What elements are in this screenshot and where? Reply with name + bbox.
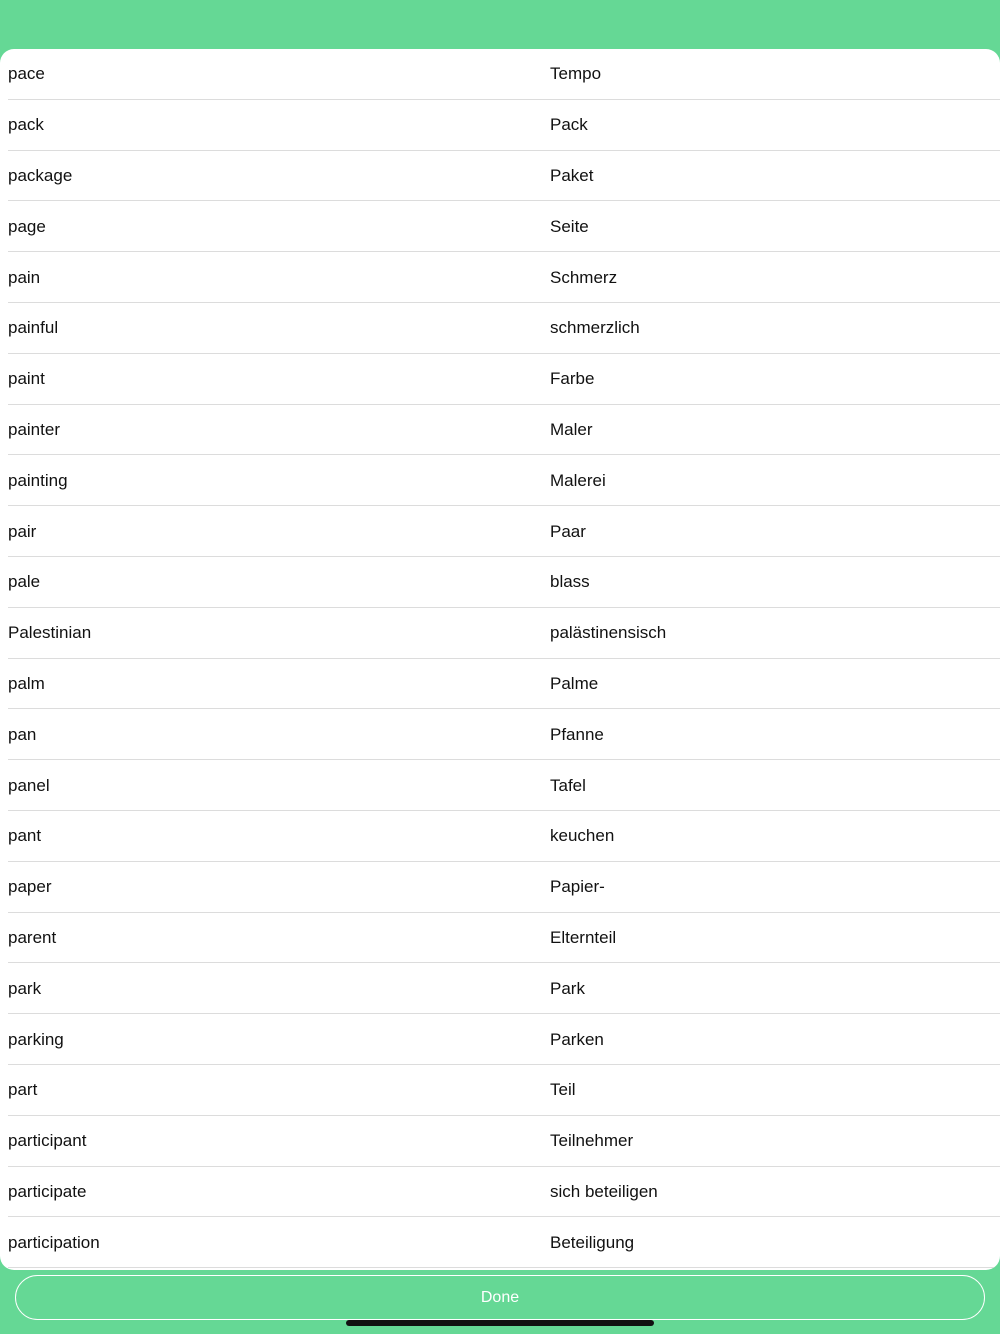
- german-translation: schmerzlich: [550, 318, 640, 338]
- list-item[interactable]: [0, 557, 1000, 608]
- german-translation: Elternteil: [550, 927, 617, 947]
- german-translation: Papier-: [550, 877, 605, 897]
- german-translation: Tempo: [550, 64, 602, 84]
- english-word: paper: [8, 877, 52, 897]
- list-item[interactable]: [0, 862, 1000, 913]
- list-item[interactable]: [0, 659, 1000, 710]
- german-translation: Pack: [550, 115, 588, 135]
- list-item[interactable]: [0, 252, 1000, 303]
- english-word: palm: [8, 673, 45, 693]
- german-translation: Malerei: [550, 470, 606, 490]
- list-item[interactable]: [0, 151, 1000, 202]
- list-item[interactable]: [0, 354, 1000, 405]
- german-translation: keuchen: [550, 826, 615, 846]
- list-item[interactable]: [0, 963, 1000, 1014]
- home-indicator: [346, 1320, 654, 1326]
- list-item[interactable]: [0, 506, 1000, 557]
- german-translation: Beteiligung: [550, 1232, 635, 1252]
- list-item[interactable]: [0, 201, 1000, 252]
- english-word: Palestinian: [8, 623, 92, 643]
- english-word: pace: [8, 64, 45, 84]
- list-item[interactable]: [0, 1014, 1000, 1065]
- list-item[interactable]: [0, 49, 1000, 100]
- english-word: part: [8, 1080, 38, 1100]
- list-item[interactable]: [0, 100, 1000, 151]
- list-item[interactable]: [0, 1116, 1000, 1167]
- english-word: painful: [8, 318, 59, 338]
- done-button[interactable]: Done: [15, 1275, 985, 1320]
- english-word: panel: [8, 775, 50, 795]
- top-bar: [0, 0, 1000, 50]
- list-item[interactable]: [0, 913, 1000, 964]
- german-translation: sich beteiligen: [550, 1181, 658, 1201]
- german-translation: Paket: [550, 165, 594, 185]
- list-item[interactable]: [0, 811, 1000, 862]
- list-item[interactable]: [0, 1167, 1000, 1218]
- list-item[interactable]: [0, 405, 1000, 456]
- english-word: page: [8, 216, 46, 236]
- english-word: participation: [8, 1232, 100, 1252]
- german-translation: blass: [550, 572, 590, 592]
- english-word: painter: [8, 419, 60, 439]
- list-item[interactable]: [0, 455, 1000, 506]
- english-word: parent: [8, 927, 57, 947]
- list-item[interactable]: [0, 1217, 1000, 1268]
- german-translation: Seite: [550, 216, 589, 236]
- list-item[interactable]: [0, 709, 1000, 760]
- list-item[interactable]: [0, 303, 1000, 354]
- german-translation: Park: [550, 978, 585, 998]
- german-translation: Pfanne: [550, 724, 604, 744]
- german-translation: Teil: [550, 1080, 576, 1100]
- german-translation: Maler: [550, 419, 593, 439]
- english-word: pain: [8, 267, 41, 287]
- english-word: pan: [8, 724, 37, 744]
- english-word: pair: [8, 521, 37, 541]
- word-list[interactable]: [0, 49, 1000, 1268]
- english-word: participate: [8, 1181, 87, 1201]
- german-translation: Schmerz: [550, 267, 618, 287]
- german-translation: palästinensisch: [550, 623, 667, 643]
- german-translation: Palme: [550, 673, 599, 693]
- english-word: participant: [8, 1131, 87, 1151]
- german-translation: Teilnehmer: [550, 1131, 634, 1151]
- word-list-sheet[interactable]: [0, 49, 1000, 1270]
- list-item[interactable]: [0, 608, 1000, 659]
- english-word: pant: [8, 826, 42, 846]
- english-word: parking: [8, 1029, 64, 1049]
- list-item[interactable]: [0, 760, 1000, 811]
- german-translation: Tafel: [550, 775, 586, 795]
- german-translation: Farbe: [550, 369, 595, 389]
- english-word: painting: [8, 470, 68, 490]
- english-word: park: [8, 978, 42, 998]
- list-item[interactable]: [0, 1065, 1000, 1116]
- german-translation: Paar: [550, 521, 586, 541]
- german-translation: Parken: [550, 1029, 604, 1049]
- english-word: pale: [8, 572, 41, 592]
- english-word: pack: [8, 115, 44, 135]
- english-word: package: [8, 165, 73, 185]
- english-word: paint: [8, 369, 45, 389]
